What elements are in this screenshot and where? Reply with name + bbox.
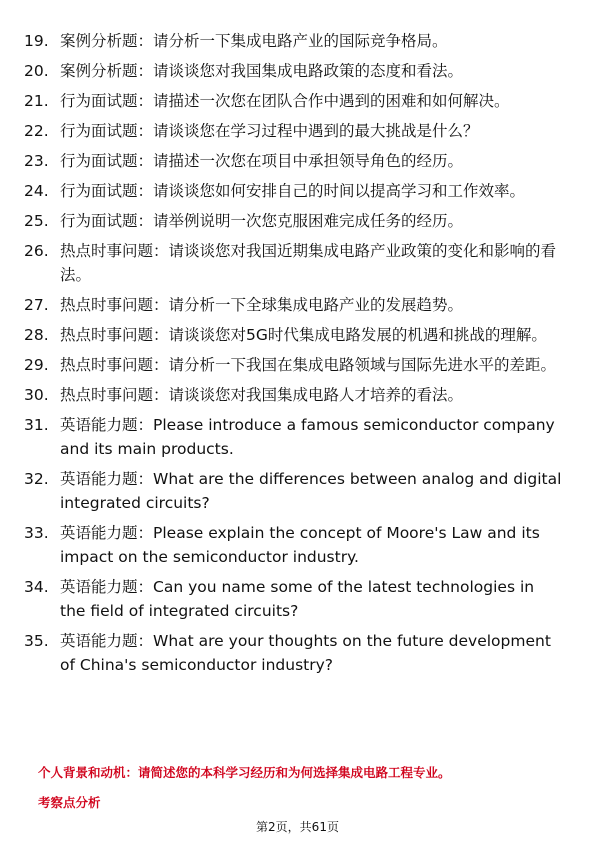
page-footer: 第2页，共61页 (256, 820, 339, 834)
question-text: 热点时事问题：请谈谈您对5G时代集成电路发展的机遇和挑战的理解。 (60, 326, 547, 344)
question-number: 32. (24, 470, 49, 488)
question-item (24, 467, 564, 515)
question-number: 23. (24, 152, 49, 170)
subheading: 考察点分析 (38, 795, 101, 810)
question-number: 19. (24, 32, 49, 50)
question-item (24, 239, 564, 287)
question-text: 英语能力题：What are your thoughts on the future development of China's semiconductor industry? (60, 632, 551, 674)
question-number: 27. (24, 296, 49, 314)
question-list (24, 29, 564, 683)
question-text: 行为面试题：请举例说明一次您克服困难完成任务的经历。 (60, 212, 464, 230)
question-text: 英语能力题：Please introduce a famous semiconductor company and its main products. (60, 416, 555, 458)
question-text: 行为面试题：请谈谈您在学习过程中遇到的最大挑战是什么？ (60, 122, 479, 140)
question-number: 31. (24, 416, 49, 434)
question-item (24, 521, 564, 569)
question-number: 35. (24, 632, 49, 650)
question-number: 25. (24, 212, 49, 230)
question-number: 34. (24, 578, 49, 596)
question-text: 热点时事问题：请分析一下全球集成电路产业的发展趋势。 (60, 296, 464, 314)
question-number: 26. (24, 242, 49, 260)
question-text: 英语能力题：Please explain the concept of Moore's Law and its impact on the semiconductor industry. (60, 524, 540, 566)
question-number: 33. (24, 524, 49, 542)
question-item (24, 575, 564, 623)
question-item (24, 89, 564, 113)
question-text: 行为面试题：请描述一次您在项目中承担领导角色的经历。 (60, 152, 464, 170)
question-number: 24. (24, 182, 49, 200)
question-item (24, 29, 564, 53)
question-number: 20. (24, 62, 49, 80)
question-item (24, 149, 564, 173)
question-text: 行为面试题：请描述一次您在团队合作中遇到的困难和如何解决。 (60, 92, 510, 110)
question-item (24, 353, 564, 377)
question-text: 案例分析题：请分析一下集成电路产业的国际竞争格局。 (60, 32, 448, 50)
question-text: 热点时事问题：请谈谈您对我国近期集成电路产业政策的变化和影响的看法。 (60, 242, 557, 284)
question-text: 热点时事问题：请谈谈您对我国集成电路人才培养的看法。 (60, 386, 464, 404)
question-item (24, 293, 564, 317)
section-heading: 个人背景和动机：请简述您的本科学习经历和为何选择集成电路工程专业。 (38, 765, 451, 780)
question-number: 30. (24, 386, 49, 404)
question-number: 21. (24, 92, 49, 110)
question-item (24, 59, 564, 83)
question-item (24, 119, 564, 143)
question-item (24, 629, 564, 677)
question-text: 行为面试题：请谈谈您如何安排自己的时间以提高学习和工作效率。 (60, 182, 526, 200)
question-text: 英语能力题：What are the differences between analog and digital integrated circuits? (60, 470, 562, 512)
question-number: 22. (24, 122, 49, 140)
question-item (24, 413, 564, 461)
question-number: 28. (24, 326, 49, 344)
question-number: 29. (24, 356, 49, 374)
question-text: 热点时事问题：请分析一下我国在集成电路领域与国际先进水平的差距。 (60, 356, 557, 374)
question-text: 案例分析题：请谈谈您对我国集成电路政策的态度和看法。 (60, 62, 464, 80)
question-item (24, 383, 564, 407)
question-item (24, 179, 564, 203)
question-text: 英语能力题：Can you name some of the latest technologies in the field of integrated circuits? (60, 578, 535, 620)
question-item (24, 323, 564, 347)
question-item (24, 209, 564, 233)
